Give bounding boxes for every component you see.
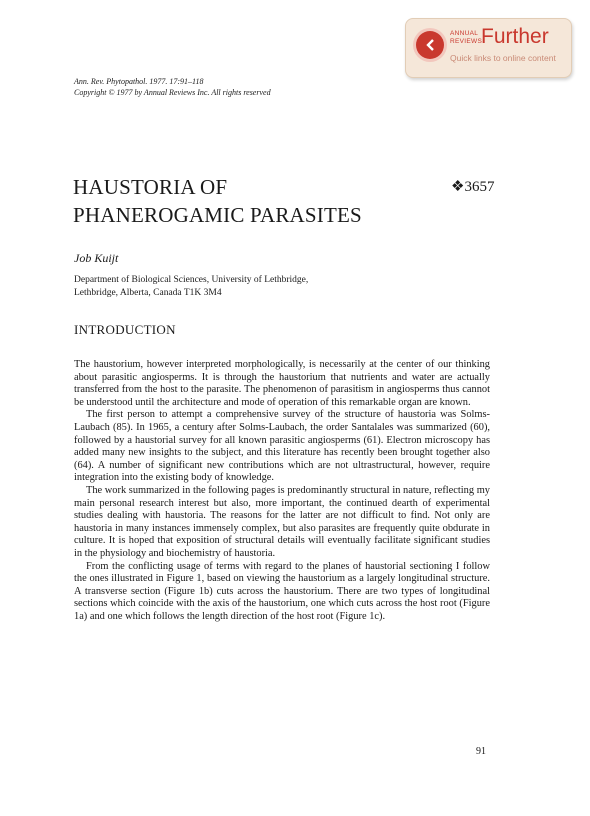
author-name: Job Kuijt (74, 251, 119, 265)
author-affiliation (74, 274, 308, 300)
citation-line-1: Ann. Rev. Phytopathol. 1977. 17:91–118 (74, 77, 204, 86)
article-body (74, 359, 490, 623)
badge-subtitle: Quick links to online content (450, 53, 556, 63)
badge-publisher-label (450, 30, 482, 46)
article-title (73, 173, 362, 229)
section-heading: INTRODUCTION (74, 322, 176, 337)
body-paragraph: The work summarized in the following pages is predominantly structural in nature, reflecting my main personal research interest but also, more important, the continued dearth of experimental studies dealing with haustoria. The reasons for the latter are not difficult to find. Not only are haustoria in many instances immensely complex, but also parasites are frequently quite obdurate in culture. It is hoped that exposition of structural details will eventually facilitate significant studies in the physiology and biochemistry of haustoria. (74, 484, 490, 559)
journal-citation (74, 77, 271, 98)
body-paragraph: From the conflicting usage of terms with regard to the planes of haustorial sectioning I follow the ones illustrated in Figure 1, based on viewing the haustorium as a largely longitudinal structure. A transverse section (Figure 1b) cuts across the haustorium. There are two types of longitudinal sections which coincide with the axis of the haustorium, one which cuts across the host root (Figure 1a) and one which follows the length direction of the host root (Figure 1c). (74, 560, 490, 622)
body-paragraph: The first person to attempt a comprehensive survey of the structure of haustoria was Solms-Laubach (85). In 1965, a century after Solms-Laubach, the order Santalales was summarized (60), followed by a haustorial survey for all known parasitic angiosperms (61). Electron microscopy has added many new insights to the subject, and this literature has recently been brought together also (64). A number of significant new contributions which are not ultrastructural, however, require integration into the existing body of knowledge. (74, 409, 490, 484)
annual-reviews-logo-icon (416, 31, 444, 59)
further-badge[interactable] (405, 18, 572, 78)
article-code: ❖3657 (451, 179, 495, 195)
affiliation-line-2: Lethbridge, Alberta, Canada T1K 3M4 (74, 288, 222, 298)
citation-line-2: Copyright © 1977 by Annual Reviews Inc. All rights reserved (74, 87, 271, 97)
title-line-1: HAUSTORIA OF (73, 175, 228, 199)
badge-annual: ANNUAL (450, 30, 479, 37)
badge-further-text: Further (481, 25, 549, 48)
body-paragraph: The haustorium, however interpreted morphologically, is necessarily at the center of our thinking about parasitic angiosperms. It is through the haustorium that nutrients and water are actually transferred from the host to the parasite. The phenomenon of parasitism in angiosperms thus cannot be understood until the architecture and mode of operation of this remarkable organ are known. (74, 359, 490, 408)
affiliation-line-1: Department of Biological Sciences, University of Lethbridge, (74, 275, 309, 285)
badge-reviews: REVIEWS (450, 38, 483, 45)
title-line-2: PHANEROGAMIC PARASITES (73, 203, 362, 227)
page-number: 91 (476, 746, 486, 757)
